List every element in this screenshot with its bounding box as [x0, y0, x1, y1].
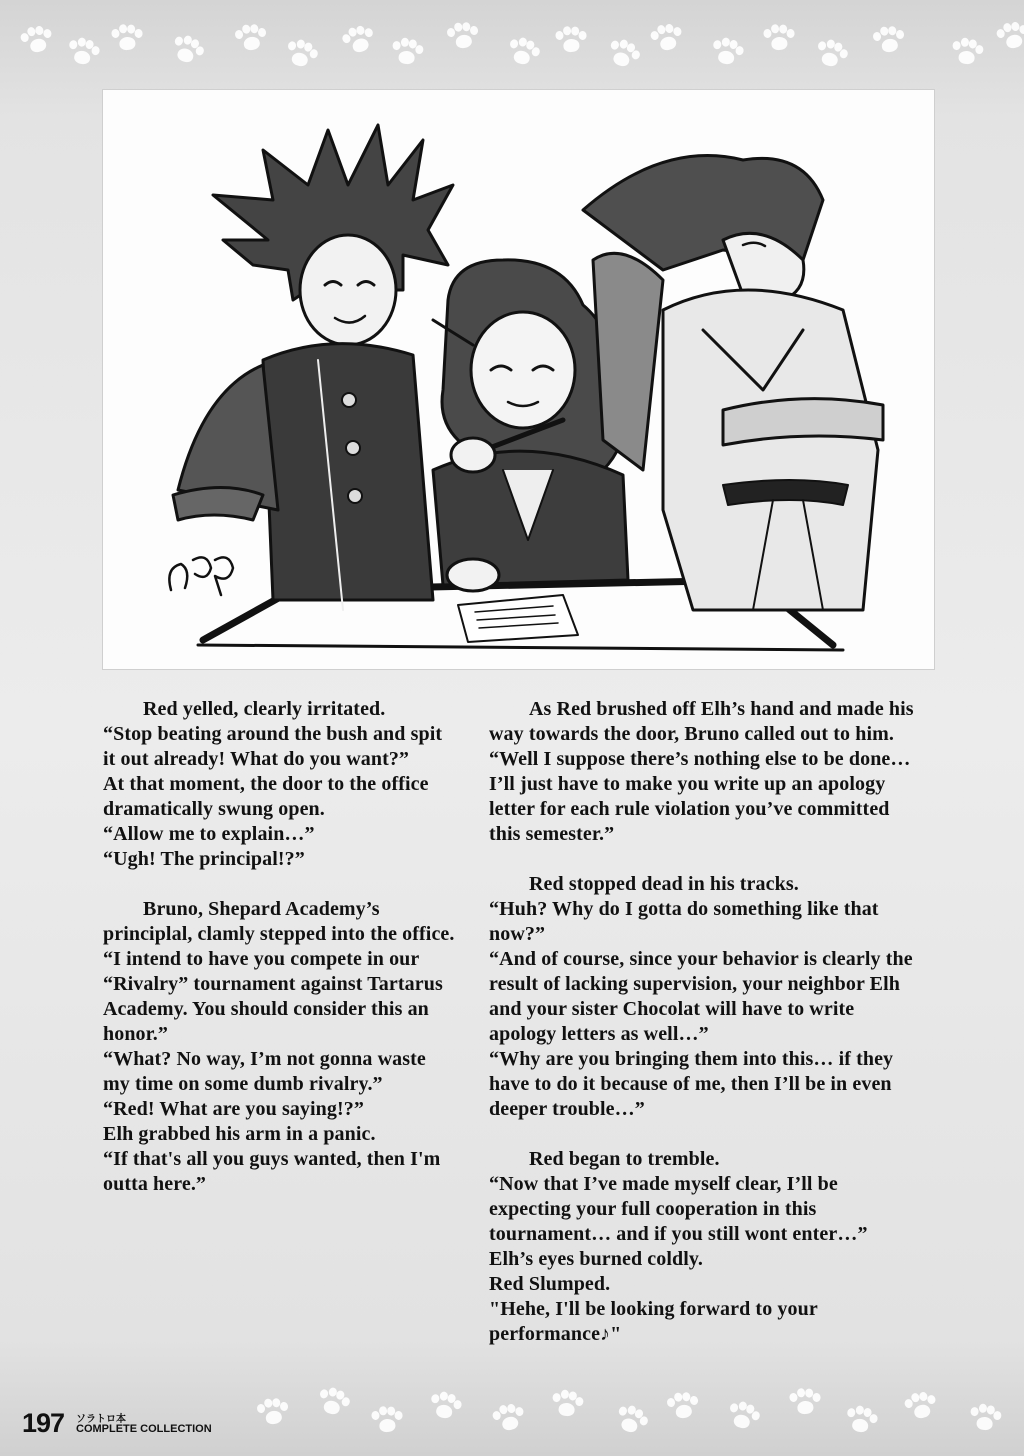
paw-print-icon	[649, 21, 686, 58]
story-line: Elh’s eyes burned coldly.	[489, 1248, 704, 1270]
papers	[458, 595, 578, 642]
paw-print-icon	[391, 37, 424, 70]
story-line: “If that's all you guys wanted, then I'm	[103, 1148, 441, 1170]
paw-print-icon	[371, 1405, 404, 1438]
paw-print-icon	[283, 37, 320, 74]
story-line: “Ugh! The principal!?”	[103, 848, 305, 870]
paw-print-icon	[555, 25, 588, 58]
paw-print-icon	[19, 23, 56, 60]
story-line: “Why are you bringing them into this… if they	[489, 1048, 894, 1070]
story-line: have to do it because of me, then I’ll be in even	[489, 1073, 892, 1095]
paw-print-icon	[428, 1390, 463, 1425]
paw-print-icon	[66, 36, 101, 71]
paw-print-icon	[903, 1389, 940, 1426]
story-line: “Huh? Why do I gotta do something like that	[489, 898, 879, 920]
paw-print-icon	[551, 1389, 584, 1422]
story-line: “What? No way, I’m not gonna waste	[103, 1048, 426, 1070]
story-line: “Allow me to explain…”	[103, 823, 315, 845]
story-column-right	[489, 697, 959, 1347]
story-line: Red Slumped.	[489, 1273, 611, 1295]
paw-print-icon	[789, 1387, 822, 1420]
story-line: result of lacking supervision, your neighbor Elh	[489, 973, 900, 995]
series-title-jp: ソラトロ本	[76, 1414, 126, 1425]
story-line: this semester.”	[489, 823, 615, 845]
paragraph-gap	[103, 872, 483, 897]
story-line: now?”	[489, 923, 546, 945]
story-line: performance♪"	[489, 1323, 622, 1345]
story-line: and your sister Chocolat will have to write	[489, 998, 855, 1020]
story-line: principlal, clamly stepped into the office.	[103, 923, 455, 945]
story-line: expecting your full cooperation in this	[489, 1198, 817, 1220]
story-line: dramatically swung open.	[103, 798, 325, 820]
paw-print-icon	[315, 1385, 352, 1422]
story-line: "Hehe, I'll be looking forward to your	[489, 1298, 818, 1320]
story-line: Academy. You should consider this an	[103, 998, 429, 1020]
story-line: tournament… and if you still wont enter…”	[489, 1223, 868, 1245]
paw-print-icon	[725, 1399, 762, 1436]
paw-print-icon	[995, 19, 1024, 56]
story-line: At that moment, the door to the office	[103, 773, 429, 795]
paw-print-icon	[612, 1402, 650, 1440]
story-line: apology letters as well…”	[489, 1023, 709, 1045]
story-line: “Stop beating around the bush and spit	[103, 723, 443, 745]
story-line: Red stopped dead in his tracks.	[529, 873, 799, 895]
paw-print-icon	[763, 23, 796, 56]
artist-signature	[169, 557, 233, 595]
story-line: “Rivalry” tournament against Tartarus	[103, 973, 443, 995]
paw-print-icon	[340, 22, 378, 60]
bottom-paw-decoration	[0, 1388, 1024, 1448]
story-line: I’ll just have to make you write up an apology	[489, 773, 886, 795]
story-line: “Now that I’ve made myself clear, I’ll be	[489, 1173, 838, 1195]
character-wolf-kimono	[583, 156, 883, 610]
paw-print-icon	[256, 1396, 291, 1431]
paw-print-icon	[168, 32, 206, 70]
story-line: outta here.”	[103, 1173, 207, 1195]
paw-print-icon	[505, 35, 542, 72]
story-line: “Well I suppose there’s nothing else to be done…	[489, 748, 911, 770]
story-line: Red began to tremble.	[529, 1148, 720, 1170]
paw-print-icon	[813, 37, 850, 74]
story-line: letter for each rule violation you’ve committed	[489, 798, 890, 820]
top-paw-decoration	[0, 18, 1024, 78]
story-line: way towards the door, Bruno called out to him.	[489, 723, 894, 745]
story-line: “I intend to have you compete in our	[103, 948, 420, 970]
story-line: it out already! What do you want?”	[103, 748, 410, 770]
story-line: As Red brushed off Elh’s hand and made his	[529, 698, 914, 720]
collection-title: COMPLETE COLLECTION	[76, 1423, 212, 1435]
story-line: “And of course, since your behavior is clearly the	[489, 948, 913, 970]
story-line: “Red! What are you saying!?”	[103, 1098, 364, 1120]
paw-print-icon	[844, 1404, 879, 1439]
illustration-panel	[103, 90, 934, 669]
paragraph-gap	[489, 847, 959, 872]
paw-print-icon	[491, 1401, 528, 1438]
paw-print-icon	[710, 36, 745, 71]
story-line: my time on some dumb rivalry.”	[103, 1073, 383, 1095]
paw-print-icon	[446, 20, 481, 55]
story-line: Elh grabbed his arm in a panic.	[103, 1123, 376, 1145]
paw-print-icon	[666, 1390, 701, 1425]
paw-print-icon	[111, 23, 144, 56]
paragraph-gap	[489, 1122, 959, 1147]
story-line: honor.”	[103, 1023, 168, 1045]
paw-print-icon	[604, 36, 642, 74]
character-spiky-hair	[173, 125, 453, 610]
paw-print-icon	[872, 24, 907, 59]
story-line: deeper trouble…”	[489, 1098, 645, 1120]
paw-print-icon	[234, 22, 269, 57]
story-column-left	[103, 697, 483, 1197]
sketch-illustration	[103, 90, 934, 669]
paw-print-icon	[951, 37, 984, 70]
paw-print-icon	[969, 1403, 1002, 1436]
story-line: Red yelled, clearly irritated.	[143, 698, 386, 720]
page-number: 197	[22, 1408, 65, 1438]
story-line: Bruno, Shepard Academy’s	[143, 898, 380, 920]
